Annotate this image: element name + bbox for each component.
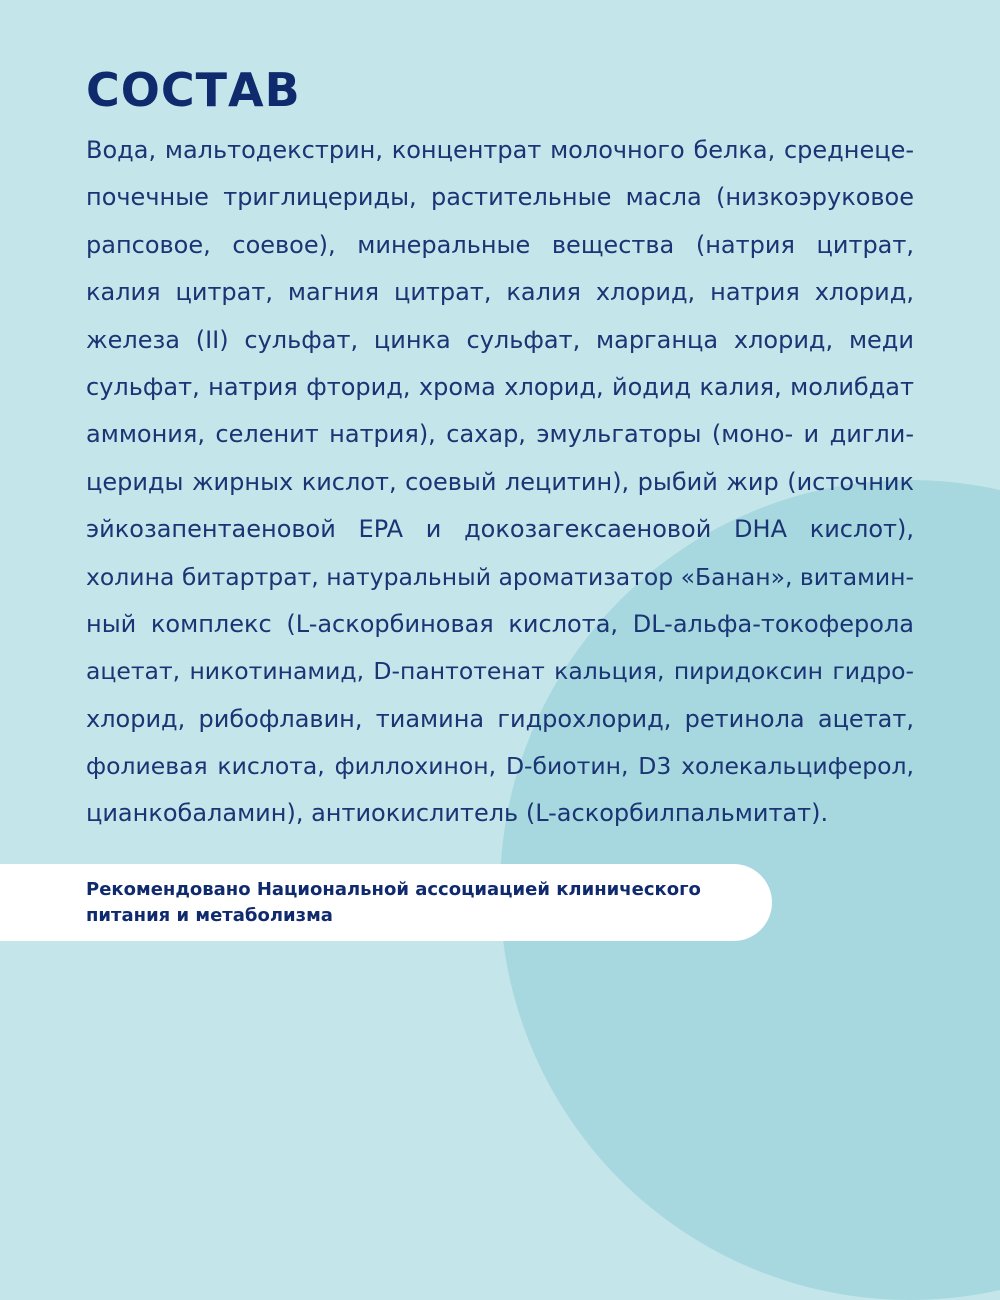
composition-line: холина битартрат, натуральный ароматизатор «Банан», витамин- <box>86 562 914 591</box>
composition-line: сульфат, натрия фторид, хрома хлорид, йодид калия, молибдат <box>86 372 914 401</box>
composition-text <box>86 127 914 838</box>
composition-line: почечные триглицериды, растительные масла (низкоэруковое <box>86 183 914 212</box>
page-title: СОСТАВ <box>86 63 301 117</box>
recommendation-line: питания и метаболизма <box>86 905 333 926</box>
composition-line: ный комплекс (L-аскорбиновая кислота, DL-альфа-токоферола <box>86 609 914 638</box>
composition-line: фолиевая кислота, филлохинон, D-биотин, D3 холекальциферол, <box>86 752 914 781</box>
composition-line: железа (II) сульфат, цинка сульфат, марганца хлорид, меди <box>86 325 914 354</box>
composition-line: цианкобаламин), антиокислитель (L-аскорбилпальмитат). <box>86 799 829 828</box>
composition-line: хлорид, рибофлавин, тиамина гидрохлорид, ретинола ацетат, <box>86 704 914 733</box>
composition-line: калия цитрат, магния цитрат, калия хлорид, натрия хлорид, <box>86 278 914 307</box>
composition-line: аммония, селенит натрия), сахар, эмульгаторы (моно- и дигли- <box>86 420 914 449</box>
composition-line: ацетат, никотинамид, D-пантотенат кальция, пиридоксин гидро- <box>86 657 914 686</box>
composition-line: цериды жирных кислот, соевый лецитин), рыбий жир (источник <box>86 467 914 496</box>
recommendation-badge <box>0 864 772 941</box>
composition-line: Вода, мальтодекстрин, концентрат молочного белка, среднеце- <box>86 136 914 164</box>
recommendation-line: Рекомендовано Национальной ассоциацией клинического <box>86 879 701 900</box>
composition-line: рапсовое, соевое), минеральные вещества (натрия цитрат, <box>86 230 914 259</box>
composition-line: эйкозапентаеновой EPA и докозагексаеновой DHA кислот), <box>86 515 914 544</box>
